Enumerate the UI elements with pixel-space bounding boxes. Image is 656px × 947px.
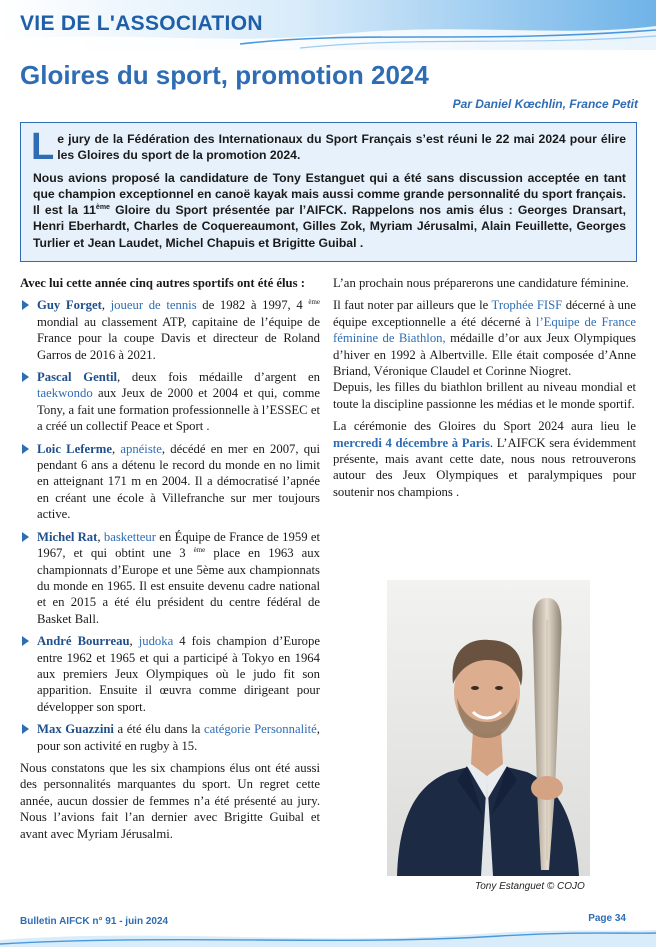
champion-text: ,	[111, 441, 121, 456]
champions-lead: Avec lui cette année cinq autres sportifs ont été élus :	[20, 276, 305, 290]
list-item	[20, 297, 320, 363]
triangle-bullet-icon	[22, 636, 29, 646]
article-title: Gloires du sport, promotion 2024	[20, 60, 429, 90]
champion-name: Max Guazzini	[37, 722, 114, 737]
ceremony-date: mercredi 4 décembre à Paris	[333, 435, 490, 450]
paragraph-text: . L’AIFCK sera évidemment présente, mais avant cette date, nous nous retrouverons autour des Jeux Olympiques et paralympiques pour soutenir nos champions .	[333, 435, 636, 499]
champion-text: mondial au classement ATP, capitaine de l’équipe de France pour la coupe Davis et directeur de Roland Garros de 2016 à 2021.	[37, 314, 320, 362]
triangle-bullet-icon	[22, 444, 29, 454]
right-column	[333, 275, 636, 506]
list-item	[20, 721, 320, 754]
footer-bulletin: Bulletin AIFCK n° 91 - juin 2024	[20, 916, 169, 927]
paragraph-text: La cérémonie des Gloires du Sport 2024 aura lieu le	[333, 419, 636, 434]
intro-box	[20, 122, 637, 262]
intro-paragraph-2-a: Nous avions proposé la candidature de Tony Estanguet qui a été sans discussion acceptée en tant que champion exceptionnel en canoë kayak mais aussi comme grande personnalité du sport français. Il est la 11	[33, 170, 626, 218]
right-paragraph-2	[333, 297, 636, 412]
champion-name: Loic Leferme	[37, 441, 112, 456]
champions-list	[20, 297, 320, 754]
ordinal-sup: ème	[308, 298, 321, 307]
champion-text: ,	[129, 634, 139, 649]
champion-text: en Équipe de France de 1959 et 1967, et qui obtint une 3	[37, 529, 321, 561]
paragraph-text: Il faut noter par ailleurs que le	[333, 298, 492, 313]
article-byline: Par Daniel Kœchlin, France Petit	[452, 97, 638, 111]
right-paragraph-3	[333, 418, 636, 500]
left-column	[20, 275, 320, 848]
champion-text: ,	[101, 298, 111, 313]
portrait-illustration	[387, 580, 590, 876]
intro-paragraph-2	[33, 170, 626, 251]
champion-sport: taekwondo	[37, 386, 93, 401]
triangle-bullet-icon	[22, 372, 29, 382]
photo-caption: Tony Estanguet © COJO	[475, 881, 585, 892]
champion-text: 4 fois champion d’Europe entre 1962 et 1965 et qui a participé à Tokyo en 1964 aux premiers Jeux Olympiques où le judo fit son apparition. Ensuite il œuvra comme dirigeant pour développer son sport.	[37, 634, 320, 714]
triangle-bullet-icon	[22, 532, 29, 542]
champion-text: ,	[97, 529, 104, 544]
section-title: VIE DE L'ASSOCIATION	[20, 12, 263, 35]
triangle-bullet-icon	[22, 300, 29, 310]
trophy-name: Trophée FISF	[491, 298, 563, 313]
intro-paragraph-1	[31, 126, 626, 168]
paragraph-text: Depuis, les filles du biathlon brillent au niveau mondial et toute la discipline passionne les médias et le monde sportif.	[333, 380, 636, 411]
intro-paragraph-1-text: e jury de la Fédération des Internationaux du Sport Français s’est réuni le 22 mai 2024 pour élire les Gloires du sport de la promotion 2024.	[57, 132, 626, 163]
champion-sport: catégorie Personnalité	[203, 722, 317, 737]
paragraph-text: décerné à une équipe exceptionnelle a été décerné à	[333, 298, 636, 329]
list-item	[20, 529, 320, 627]
closing-paragraph: Nous constatons que les six champions élus ont été aussi des personnalités marquantes du sport. Un regret cette année, aucun dossier de femmes n’a été présenté au jury. Nous l’avions fait l’an dernier avec Brigitte Guibal et avant avec Myriam Jérusalmi.	[20, 760, 320, 841]
portrait-photo	[387, 580, 590, 876]
champion-text: place en 1963 aux championnats d’Europe et une 5ème aux championnats du monde en 1965. Il est ensuite devenu cadre national et en 2015 a été élu président du centre fédéral de Basket Ball.	[37, 546, 320, 626]
champion-text: a été élu dans la	[113, 722, 204, 737]
intro-paragraph-2-b: Gloire du Sport présentée par l’AIFCK. Rappelons nos amis élus : Georges Dransart, Henri Eberhardt, Charles de Coquereaumont, Gilles Zok, Myriam Jérusalmi, Alain Feuillette, Georges Turlier et Jean Laudet, Michel Chapuis et Brigitte Guibal .	[33, 203, 627, 250]
ordinal-sup: ème	[95, 204, 110, 212]
team-name: l’Equipe de France féminine de Biathlon,	[333, 314, 636, 346]
footer-wave-decoration	[0, 926, 656, 947]
right-paragraph-1: L’an prochain nous préparerons une candidature féminine.	[333, 276, 629, 290]
list-item	[20, 369, 320, 435]
list-item	[20, 441, 320, 523]
paragraph-text: médaille d’or aux Jeux Olympiques d’hiver en 1992 à Albertville. Elle était composée d’Anne Briand, Véronique Claudel et Corinne Niogret.	[333, 331, 636, 379]
champion-name: Michel Rat	[37, 529, 98, 544]
dropcap-letter: L	[31, 126, 55, 168]
triangle-bullet-icon	[22, 724, 29, 734]
champion-text: de 1982 à 1997, 4	[196, 298, 309, 313]
champion-name: Pascal Gentil	[37, 370, 118, 385]
ordinal-sup: ème	[193, 545, 206, 554]
champion-sport: judoka	[138, 634, 174, 649]
champion-text: aux Jeux de 2000 et 2004 et qui, comme Tony, a fait une formation professionnelle à l’ESSEC et a créé un collectif Peace et Sport .	[37, 386, 320, 434]
champion-name: André Bourreau	[37, 634, 130, 649]
page-header	[0, 0, 656, 50]
champion-text: , deux fois médaille d’argent en	[117, 370, 320, 385]
champion-sport: basketteur	[103, 529, 156, 544]
champion-sport: joueur de tennis	[110, 298, 197, 313]
champion-sport: apnéiste	[120, 441, 162, 456]
page-number: Page 34	[588, 913, 626, 924]
list-item	[20, 633, 320, 715]
champion-text: , décédé en mer en 2007, qui pendant 6 ans a détenu le record du monde en no limit en atteignant 171 m en 2004. Il a démocratisé l’apnée en créant une école à Villefranche sur mer toujours active.	[37, 441, 320, 522]
champion-name: Guy Forget	[37, 298, 102, 313]
champion-text: , pour son activité en rugby à 15.	[37, 722, 320, 753]
